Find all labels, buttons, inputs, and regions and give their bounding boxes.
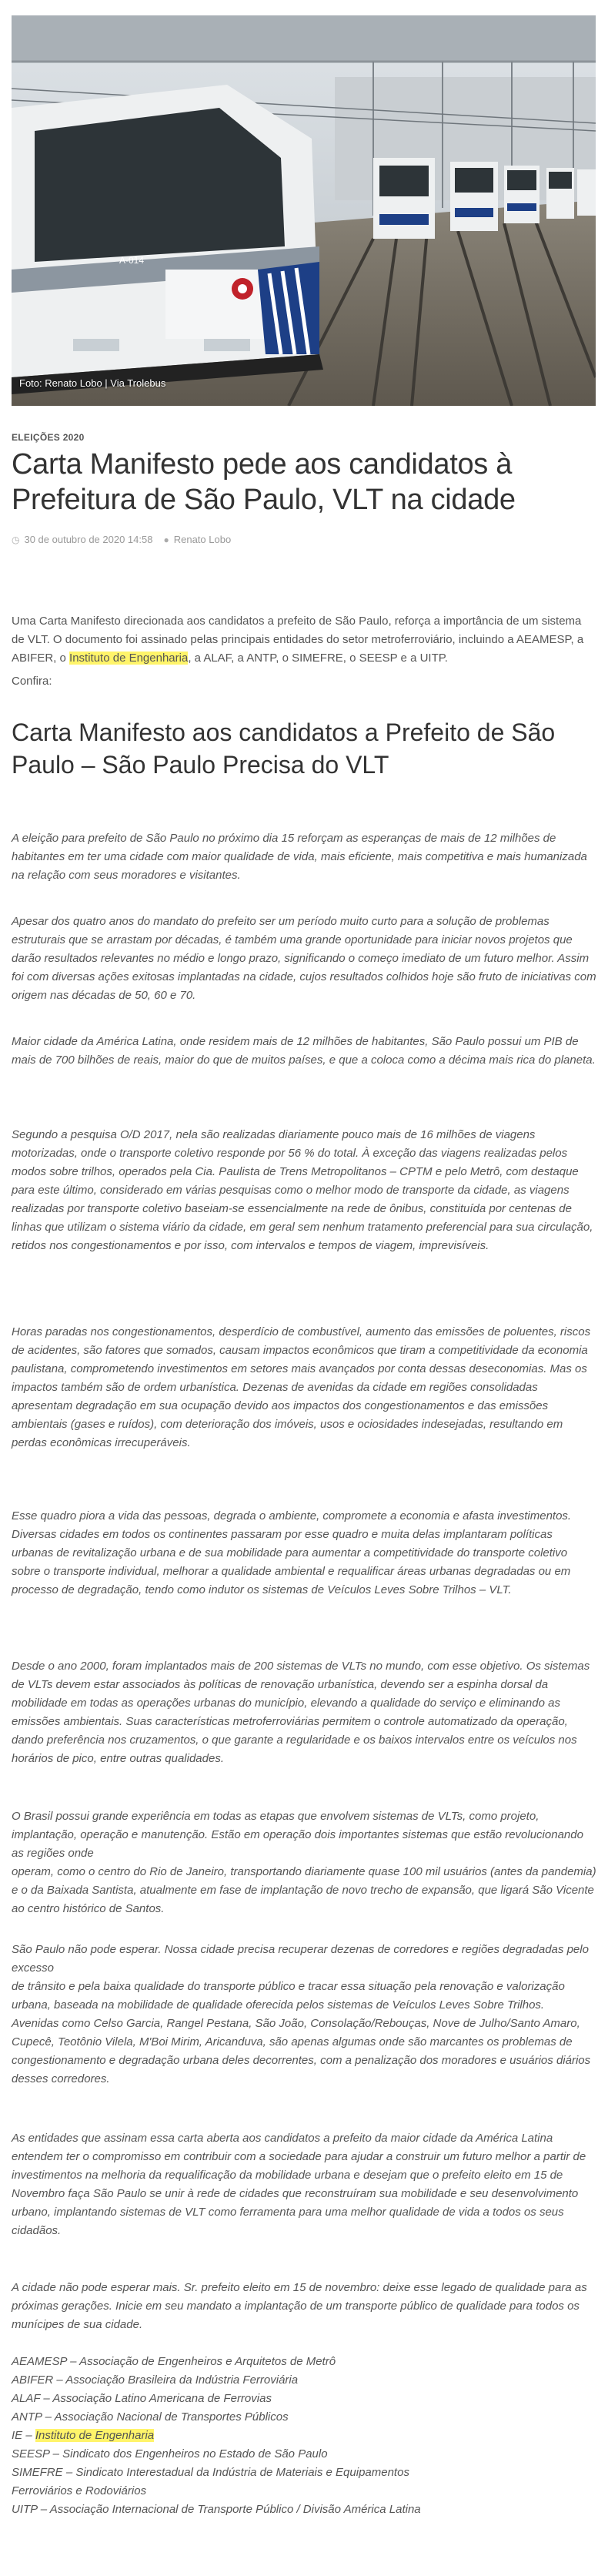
confira-text: Confira:: [12, 675, 52, 688]
signatory-item: UITP – Associação Internacional de Transporte Público / Divisão América Latina: [12, 2503, 421, 2516]
photo-credit: Foto: Renato Lobo | Via Trolebus: [19, 377, 166, 389]
letter-paragraph: O Brasil possui grande experiência em todas as etapas que envolvem sistemas de VLTs, como projeto, implantação, operação e manutenção. Estão em operação dois importantes sistemas que estão revolucionando as regiões onde operam, como o centro do Rio de Janeiro, transportando diariamente quase 100 mil usuários (antes da pandemia) e o da Baixada Santista, atualmente em fase de implantação de novo trecho de expansão, que ligará São Vicente ao centro histórico de Santos.: [12, 1810, 596, 1915]
intro-paragraph: [12, 612, 596, 668]
post-date: 30 de outubro de 2020 14:58: [24, 534, 153, 545]
letter-paragraph: Segundo a pesquisa O/D 2017, nela são realizadas diariamente pouco mais de 16 milhões de viagens motorizadas, onde o transporte coletivo responde por 56 % do total. À exceção das viagens realizadas pelos modos sobre trilhos, operados pela Cia. Paulista de Trens Metropolitanos – CPTM e pelo Metrô, com destaque para este último, considerado em várias pesquisas como o melhor modo de transporte da cidade, as viagens realizadas por transporte coletivo baseiam-se essencialmente na rede de ônibus, constituída por centenas de linhas que utilizam o sistema viário da cidade, em geral sem nenhum tratamento preferencial para sua circulação, retidos nos congestionamentos e por isso, com intervalos e tempos de viagem, imprevisíveis.: [12, 1128, 593, 1252]
letter-paragraph: Maior cidade da América Latina, onde residem mais de 12 milhões de habitantes, São Paulo possui um PIB de mais de 700 bilhões de reais, maior do que de muitos países, e que a coloca como a décima mais rica do planeta.: [12, 1035, 596, 1067]
page-title: Carta Manifesto pede aos candidatos à Prefeitura de São Paulo, VLT na cidade: [12, 448, 516, 516]
letter-paragraph: São Paulo não pode esperar. Nossa cidade precisa recuperar dezenas de corredores e regiões degradadas pelo excesso de trânsito e pela baixa qualidade do transporte público e tracar essa situação pela renovação e valorização urbana, baseada na mobilidade de qualidade oferecida pelos sistemas de Veículos Leves Sobre Trilhos. Avenidas como Celso Garcia, Rangel Pestana, São João, Consolação/Rebouças, Nove de Julho/Santo Amaro, Cupecê, Teotônio Vilela, M'Boi Mirim, Aricanduva, são apenas algumas onde são marcantes os problemas de congestionamento e degradação urbana deles decorrentes, com a penalização dos moradores e usuários diários desses corredores.: [12, 1943, 591, 2085]
letter-paragraph: Apesar dos quatro anos do mandato do prefeito ser um período muito curto para a solução de problemas estruturais que se arrastam por décadas, é também uma grande oportunidade para iniciar novos projetos que darão resultados relevantes no médio e longo prazo, significando o começo imediato de um futuro melhor. Assim foi com diversas ações exitosas implantadas na cidade, cujos resultados colhidos hoje são fruto de iniciativas com origem nas décadas de 50, 60 e 70.: [12, 915, 596, 1002]
user-icon: ●: [163, 534, 169, 545]
post-meta: [12, 534, 231, 545]
post-author[interactable]: Renato Lobo: [173, 534, 232, 545]
signatory-item: ALAF – Associação Latino Americana de Ferrovias: [12, 2392, 272, 2405]
letter-paragraph: Desde o ano 2000, foram implantados mais de 200 sistemas de VLTs no mundo, com esse objetivo. Os sistemas de VLTs devem estar associados às políticas de renovação urbanística, devendo ser a espinha dorsal da mobilidade em todas as operações urbanas do município, elevando a qualidade do serviço e eliminando as emissões ambientais. Suas características metroferroviárias permitem o controle automatizado da operação, dando preferência nos cruzamentos, o que garante a regularidade e os baixos intervalos entre os veículos nos horários de pico, entre outras qualidades.: [12, 1660, 590, 1765]
category-link[interactable]: ELEIÇÕES 2020: [12, 432, 85, 443]
signatory-item: Ferroviários e Rodoviários: [12, 2484, 147, 2497]
instituto-engenharia-link[interactable]: Instituto de Engenharia: [69, 652, 189, 665]
letter-paragraph: Esse quadro piora a vida das pessoas, degrada o ambiente, compromete a economia e afasta investimentos. Diversas cidades em todos os continentes passaram por esse quadro e muita delas implantaram políticas urbanas de revitalização urbana e de sua mobilidade para aumentar a competitividade do transporte coletivo sobre o transporte individual, melhorar a qualidade ambiental e requalificar áreas urbanas degradadas ou em processo de degradação, tendo como indutor os sistemas de Veículos Leves Sobre Trilhos – VLT.: [12, 1509, 572, 1596]
signatories-list: [12, 2353, 596, 2519]
clock-icon: ◷: [12, 534, 20, 545]
signatory-item: ANTP – Associação Nacional de Transportes Públicos: [12, 2410, 289, 2424]
letter-paragraph: Horas paradas nos congestionamentos, desperdício de combustível, aumento das emissões de poluentes, riscos de acidentes, são fatores que somados, causam impactos econômicos que tiram a competitividade da economia paulistana, comprometendo investimentos em setores mais avançados por conta dessas deseconomias. Mas os impactos também são de ordem urbanística. Dezenas de avenidas da cidade em regiões consolidadas apresentam degradação em sua ocupação devido aos impactos dos congestionamentos e das emissões ambientais (gases e ruídos), com deterioração dos imóveis, usos e ociosidades indesejadas, resultando em perdas econômicas irrecuperáveis.: [12, 1325, 591, 1449]
signatory-item-ie: [12, 2427, 596, 2445]
signatory-item: ABIFER – Associação Brasileira da Indústria Ferroviária: [12, 2373, 299, 2387]
train-number: A-014: [119, 255, 145, 266]
hero-photo: [12, 15, 596, 406]
letter-paragraph: A eleição para prefeito de São Paulo no próximo dia 15 reforçam as esperanças de mais de 12 milhões de habitantes em ter uma cidade com maior qualidade de vida, mais eficiente, mais competitiva e mais humanizada na relação com seus moradores e visitantes.: [12, 832, 587, 882]
signatory-item: AEAMESP – Associação de Engenheiros e Arquitetos de Metrô: [12, 2355, 336, 2368]
letter-heading: Carta Manifesto aos candidatos a Prefeito de São Paulo – São Paulo Precisa do VLT: [12, 719, 556, 779]
intro-text-2: , a ALAF, a ANTP, o SIMEFRE, o SEESP e a UITP.: [188, 652, 448, 665]
intro-text-1: Uma Carta Manifesto direcionada aos candidatos a prefeito de São Paulo, reforça a importância de um sistema de VLT. O documento foi assinado pelas principais entidades do setor metroferroviário, incluindo a AEAMESP, a ABIFER, o: [12, 615, 584, 665]
letter-paragraph: A cidade não pode esperar mais. Sr. prefeito eleito em 15 de novembro: deixe esse legado de qualidade para as próximas gerações. Inicie em seu mandato a implantação de um transporte público de qualidade para todos os munícipes de sua cidade.: [12, 2281, 587, 2331]
instituto-engenharia-link-2[interactable]: Instituto de Engenharia: [35, 2429, 155, 2442]
signatory-item: SEESP – Sindicato dos Engenheiros no Estado de São Paulo: [12, 2447, 328, 2460]
signatory-item: SIMEFRE – Sindicato Interestadual da Indústria de Materiais e Equipamentos: [12, 2466, 409, 2479]
letter-paragraph: As entidades que assinam essa carta aberta aos candidatos a prefeito da maior cidade da América Latina entendem ter o compromisso em contribuir com a sociedade para ajudar a construir um futuro melhor a partir de investimentos na melhoria da requalificação da mobilidade urbana e desejam que o prefeito eleito em 15 de Novembro faça São Paulo se unir à rede de cidades que reconstruíram sua mobilidade e seu desenvolvimento urbano, implantando sistemas de VLT como ferramenta para uma melhor qualidade de vida a todos os seus cidadãos.: [12, 2132, 586, 2237]
vlt-train-illustration: [12, 15, 596, 406]
ie-prefix: IE –: [12, 2429, 35, 2442]
